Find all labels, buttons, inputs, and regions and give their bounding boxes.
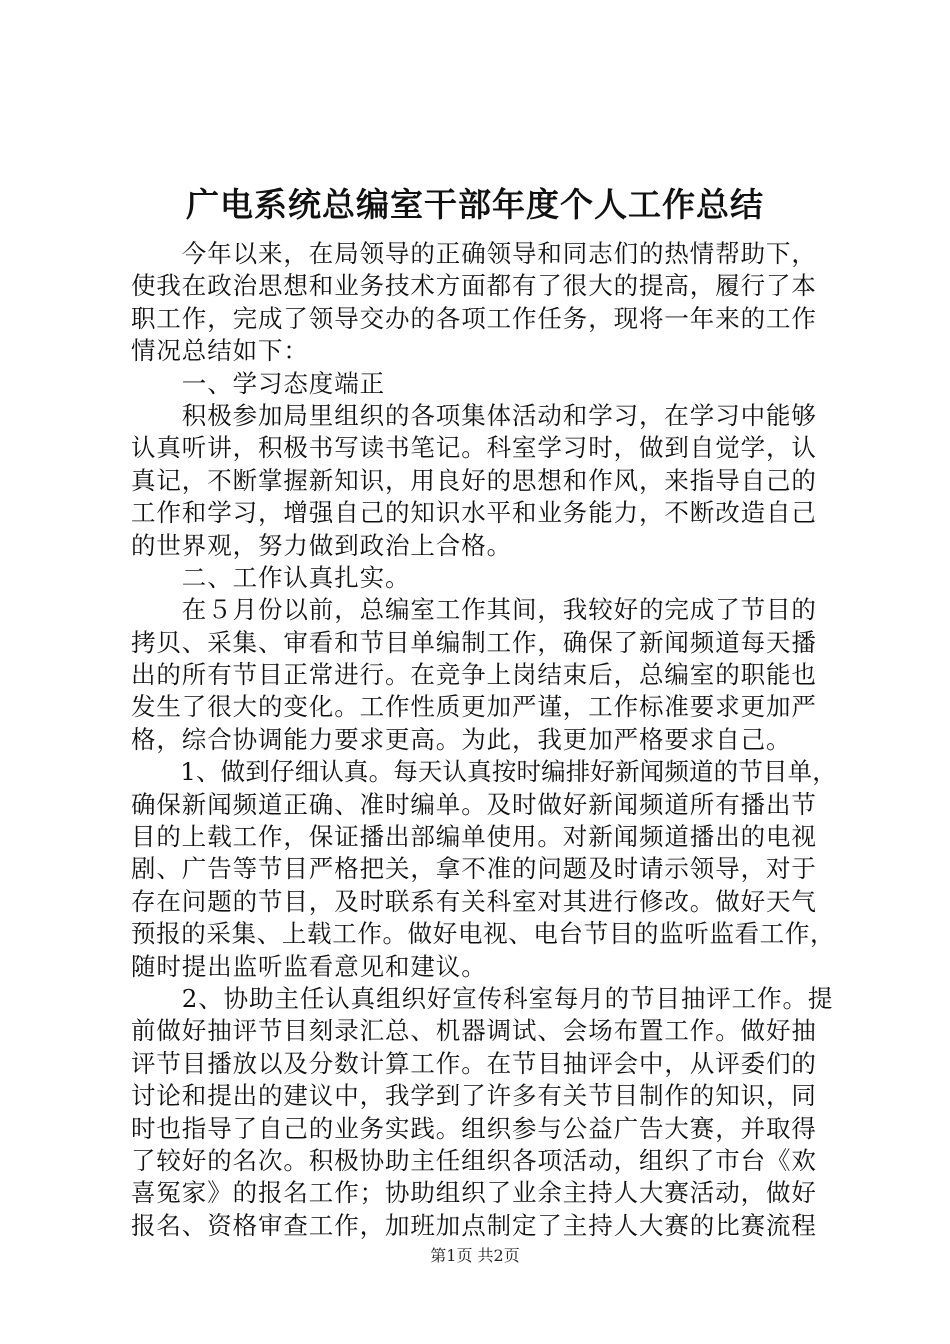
text-line: 确保新闻频道正确、准时编单。及时做好新闻频道所有播出节 bbox=[131, 789, 817, 819]
text-line: 使我在政治思想和业务技术方面都有了很大的提高，履行了本 bbox=[131, 271, 817, 301]
page-footer: 第1页 共2页 bbox=[430, 1246, 520, 1265]
text-line: 喜冤家》的报名工作；协助组织了业余主持人大赛活动，做好 bbox=[131, 1178, 817, 1208]
text-line: 前做好抽评节目刻录汇总、机器调试、会场布置工作。做好抽 bbox=[131, 1016, 817, 1046]
text-line: 一、学习态度端正 bbox=[131, 368, 385, 398]
document-title: 广电系统总编室干部年度个人工作总结 bbox=[186, 185, 764, 224]
text-line: 积极参加局里组织的各项集体活动和学习，在学习中能够 bbox=[131, 400, 817, 430]
text-line: 出的所有节目正常进行。在竞争上岗结束后，总编室的职能也 bbox=[131, 660, 817, 690]
text-line: 情况总结如下： bbox=[131, 336, 309, 366]
text-line: 时也指导了自己的业务实践。组织参与公益广告大赛，并取得 bbox=[131, 1113, 817, 1143]
text-line: 了较好的名次。积极协助主任组织各项活动，组织了市台《欢 bbox=[131, 1145, 817, 1175]
text-line: 讨论和提出的建议中，我学到了许多有关节目制作的知识，同 bbox=[131, 1081, 817, 1111]
text-line: 的世界观，努力做到政治上合格。 bbox=[131, 530, 512, 560]
text-line: 报名、资格审查工作，加班加点制定了主持人大赛的比赛流程 bbox=[131, 1210, 817, 1240]
text-line: 1、做到仔细认真。每天认真按时编排好新闻频道的节目单， bbox=[131, 757, 837, 787]
text-line: 拷贝、采集、审看和节目单编制工作，确保了新闻频道每天播 bbox=[131, 627, 817, 657]
text-line: 发生了很大的变化。工作性质更加严谨，工作标准要求更加严 bbox=[131, 692, 817, 722]
text-line: 随时提出监听监看意见和建议。 bbox=[131, 951, 487, 981]
text-line: 2、协助主任认真组织好宣传科室每月的节目抽评工作。提 bbox=[131, 983, 834, 1013]
text-line: 工作和学习，增强自己的知识水平和业务能力，不断改造自己 bbox=[131, 498, 817, 528]
text-line: 评节目播放以及分数计算工作。在节目抽评会中，从评委们的 bbox=[131, 1048, 817, 1078]
text-line: 剧、广告等节目严格把关，拿不准的问题及时请示领导，对于 bbox=[131, 854, 817, 884]
text-line: 格，综合协调能力要求更高。为此，我更加严格要求自己。 bbox=[131, 724, 792, 754]
document-body bbox=[131, 238, 841, 1242]
text-line: 存在问题的节目，及时联系有关科室对其进行修改。做好天气 bbox=[131, 886, 817, 916]
text-line: 目的上载工作，保证播出部编单使用。对新闻频道播出的电视 bbox=[131, 822, 817, 852]
text-line: 今年以来，在局领导的正确领导和同志们的热情帮助下， bbox=[131, 239, 817, 268]
text-line: 预报的采集、上载工作。做好电视、电台节目的监听监看工作， bbox=[131, 919, 836, 949]
text-line: 职工作，完成了领导交办的各项工作任务，现将一年来的工作 bbox=[131, 303, 817, 333]
text-line: 在５月份以前，总编室工作其间，我较好的完成了节目的 bbox=[131, 595, 817, 625]
text-line: 真记，不断掌握新知识，用良好的思想和作风，来指导自己的 bbox=[131, 465, 817, 495]
text-line: 认真听讲，积极书写读书笔记。科室学习时，做到自觉学，认 bbox=[131, 433, 817, 463]
text-line: 二、工作认真扎实。 bbox=[131, 562, 411, 592]
